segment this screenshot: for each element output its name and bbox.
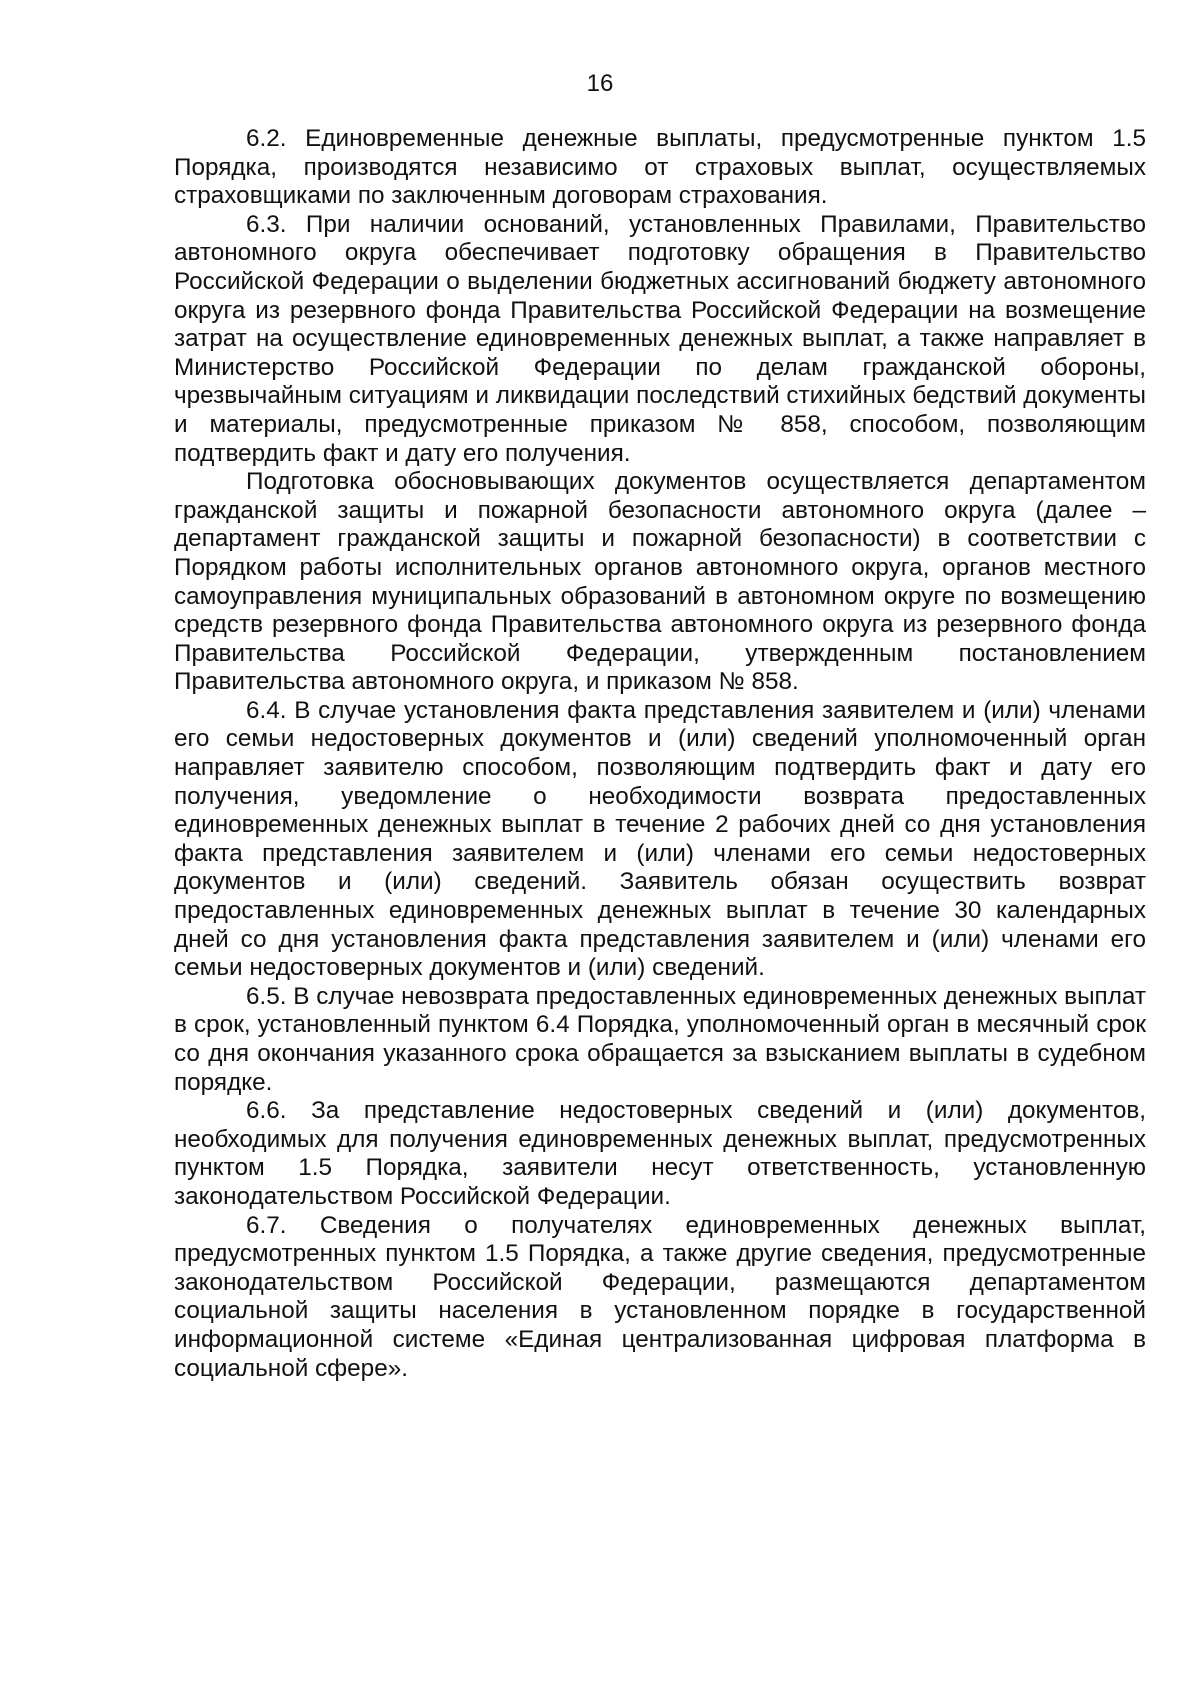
paragraph-6-3: 6.3. При наличии оснований, установленных Правилами, Правительство автономного округа обеспечивает подготовку обращения в Правительство Российской Федерации о выделении бюджетных ассигнований бюджету автономного округа из резервного фонда Правительства Российской Федерации на возмещение затрат на осуществление единовременных денежных выплат, а также направляет в Министерство Российской Федерации по делам гражданской обороны, чрезвычайным ситуациям и ликвидации последствий стихийных бедствий документы и материалы, предусмотренные приказом № 858, способом, позволяющим подтвердить факт и дату его получения.: [174, 210, 1146, 467]
paragraph-6-6: 6.6. За представление недостоверных сведений и (или) документов, необходимых для получения единовременных денежных выплат, предусмотренных пунктом 1.5 Порядка, заявители несут ответственность, установленную законодательством Российской Федерации.: [174, 1097, 1146, 1210]
paragraph-6-5: 6.5. В случае невозврата предоставленных единовременных денежных выплат в срок, установленный пунктом 6.4 Порядка, уполномоченный орган в месячный срок со дня окончания указанного срока обращается за взысканием выплаты в судебном порядке.: [174, 982, 1146, 1096]
page-number: 16: [586, 70, 614, 97]
paragraph-6-2: 6.2. Единовременные денежные выплаты, предусмотренные пунктом 1.5 Порядка, производятся независимо от страховых выплат, осуществляемых страховщиками по заключенным договорам страхования.: [174, 125, 1146, 210]
paragraph-6-7: 6.7. Сведения о получателях единовременных денежных выплат, предусмотренных пунктом 1.5 Порядка, а также другие сведения, предусмотренные законодательством Российской Федерации, размещаются департаментом социальной защиты населения в установленном порядке в государственной информационной системе «Единая централизованная цифровая платформа в социальной сфере».: [174, 1211, 1146, 1382]
document-body: [174, 125, 1146, 1383]
paragraph-6-4: 6.4. В случае установления факта представления заявителем и (или) членами его семьи недостоверных документов и (или) сведений уполномоченный орган направляет заявителю способом, позволяющим подтвердить факт и дату его получения, уведомление о необходимости возврата предоставленных единовременных денежных выплат в течение 2 рабочих дней со дня установления факта представления заявителем и (или) членами его семьи недостоверных документов и (или) сведений. Заявитель обязан осуществить возврат предоставленных единовременных денежных выплат в течение 30 календарных дней со дня установления факта представления заявителем и (или) членами его семьи недостоверных документов и (или) сведений.: [174, 696, 1146, 982]
paragraph-preparation: Подготовка обосновывающих документов осуществляется департаментом гражданской защиты и пожарной безопасности автономного округа (далее – департамент гражданской защиты и пожарной безопасности) в соответствии с Порядком работы исполнительных органов автономного округа, органов местного самоуправления муниципальных образований в автономном округе по возмещению средств резервного фонда Правительства автономного округа из резервного фонда Правительства Российской Федерации, утвержденным постановлением Правительства автономного округа, и приказом № 858.: [174, 468, 1146, 696]
